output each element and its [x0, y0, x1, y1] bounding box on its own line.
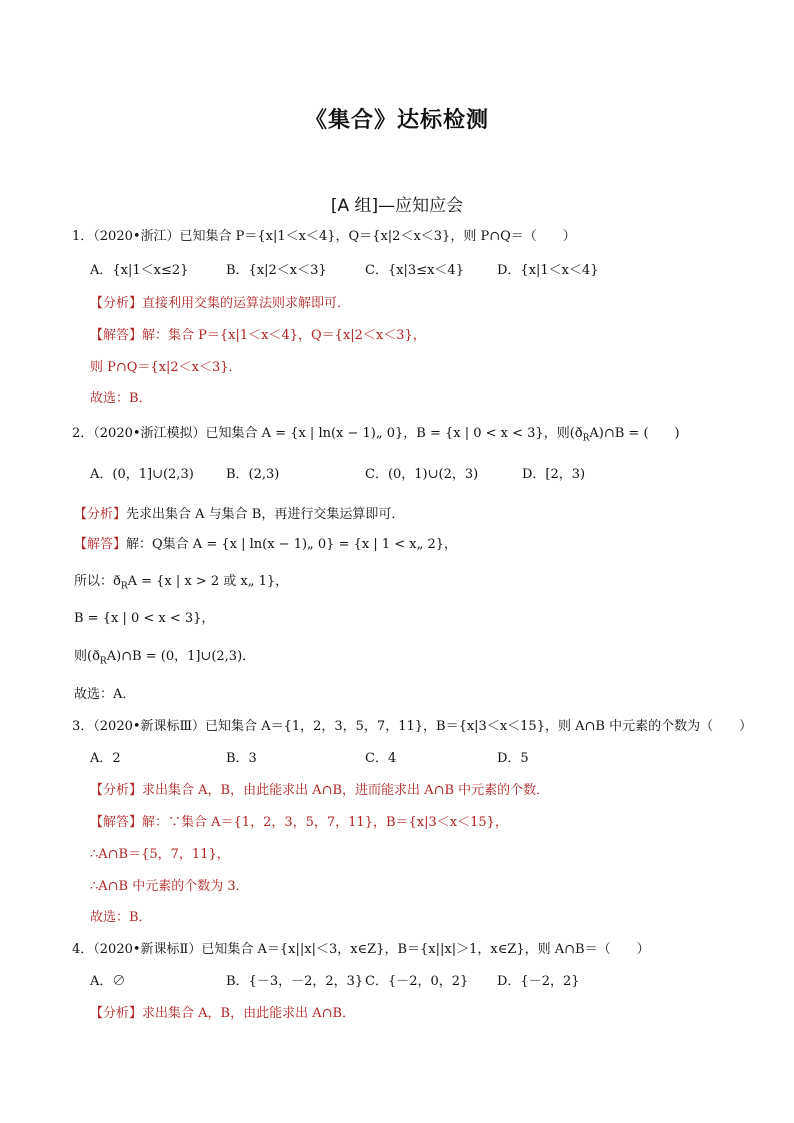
answer-text: 解：Q集合 A = {x | ln(x − 1)„ 0} = {x | 1 < x„ 2}，: [126, 537, 458, 552]
q2-line2-end: A = {x | x > 2 或 x„ 1}，: [127, 574, 289, 589]
q2-analysis: [74, 506, 404, 524]
q2-line4: [74, 648, 255, 671]
q2-option-b: B．(2,3): [226, 467, 280, 482]
q1-option-b: B．{x|2＜x＜3}: [226, 263, 327, 278]
analysis-tag: 【分析】: [74, 507, 127, 522]
section-subtitle: [A 组]—应知应会: [330, 196, 464, 216]
q4-option-b: B．{－3，－2，2，3}: [226, 974, 364, 989]
q2-line4-sub: R: [99, 656, 107, 667]
q2-stem: [72, 425, 680, 448]
q3-option-c: C．4: [365, 751, 397, 766]
analysis-tag: 【分析】: [90, 1006, 143, 1021]
q2-line3: B = {x | 0 < x < 3}，: [74, 611, 215, 626]
analysis-tag: 【分析】: [90, 783, 143, 798]
q2-stem-text: 2．（2020•浙江模拟）已知集合 A = {x | ln(x − 1)„ 0}，B = {x | 0 < x < 3}，则(ð: [72, 426, 583, 441]
q4-option-d: D．{－2，2}: [497, 974, 580, 989]
q3-answer: [90, 814, 508, 832]
q3-option-b: B．3: [226, 751, 257, 766]
q4-analysis: [90, 1005, 355, 1023]
q3-choice: 故选：B．: [90, 910, 152, 925]
q2-line4-text: 则(ð: [74, 649, 100, 664]
q2-line2-sub: R: [120, 581, 128, 592]
q2-stem-end: A)∩B = ( ): [589, 426, 680, 441]
q3-answer-line3: ∴A∩B 中元素的个数为 3．: [90, 879, 249, 894]
q2-option-d: D．[2，3): [522, 467, 586, 482]
analysis-text: 求出集合 A，B，由此能求出 A∩B．: [142, 1006, 356, 1021]
q3-option-a: A．2: [90, 751, 121, 766]
analysis-tag: 【分析】: [90, 296, 143, 311]
q1-option-c: C．{x|3≤x＜4}: [365, 263, 464, 278]
q2-stem-sub: R: [582, 433, 590, 444]
q2-option-c: C．(0，1)∪(2，3): [365, 467, 479, 482]
q1-stem: 1．（2020•浙江）已知集合 P＝{x|1＜x＜4}，Q＝{x|2＜x＜3}，则 P∩Q＝（ ）: [72, 229, 576, 244]
q4-option-a: A．∅: [90, 974, 126, 989]
q4-stem: 4．（2020•新课标Ⅱ）已知集合 A＝{x||x|＜3，x∈Z}，B＝{x||x|＞1，x∈Z}，则 A∩B＝（ ）: [72, 942, 650, 957]
q1-answer-line2: 则 P∩Q＝{x|2＜x＜3}．: [90, 360, 242, 375]
answer-text: 解：集合 P＝{x|1＜x＜4}，Q＝{x|2＜x＜3}，: [142, 328, 426, 343]
q3-answer-line2: ∴A∩B＝{5，7，11}，: [90, 847, 230, 862]
page-title: 《集合》达标检测: [304, 108, 489, 133]
answer-text: 解：∵集合 A＝{1，2，3，5，7，11}，B＝{x|3＜x＜15}，: [142, 815, 508, 830]
q1-option-d: D．{x|1＜x＜4}: [497, 263, 599, 278]
analysis-text: 直接利用交集的运算法则求解即可．: [142, 296, 351, 311]
q1-answer: [90, 327, 426, 345]
answer-tag: 【解答】: [90, 328, 143, 343]
q3-option-d: D．5: [497, 751, 529, 766]
analysis-text: 先求出集合 A 与集合 B，再进行交集运算即可．: [126, 507, 405, 522]
q1-analysis: [90, 295, 350, 313]
q2-line2: [74, 573, 288, 596]
q2-choice: 故选：A．: [74, 687, 136, 702]
q2-option-a: A．(0，1]∪(2,3): [90, 467, 194, 482]
q1-option-a: A．{x|1＜x≤2}: [90, 263, 189, 278]
answer-tag: 【解答】: [90, 815, 143, 830]
q4-option-c: C．{－2，0，2}: [365, 974, 469, 989]
answer-tag: 【解答】: [74, 537, 127, 552]
q3-stem: 3．（2020•新课标Ⅲ）已知集合 A＝{1，2，3，5，7，11}，B＝{x|3＜x＜15}，则 A∩B 中元素的个数为（ ）: [72, 719, 753, 734]
analysis-text: 求出集合 A，B，由此能求出 A∩B，进而能求出 A∩B 中元素的个数．: [142, 783, 550, 798]
q2-line4-end: A)∩B = (0，1]∪(2,3)．: [106, 649, 256, 664]
q1-choice: 故选：B．: [90, 391, 152, 406]
q2-answer: [74, 536, 457, 554]
q3-analysis: [90, 782, 549, 800]
q2-line2-text: 所以：ð: [74, 574, 121, 589]
